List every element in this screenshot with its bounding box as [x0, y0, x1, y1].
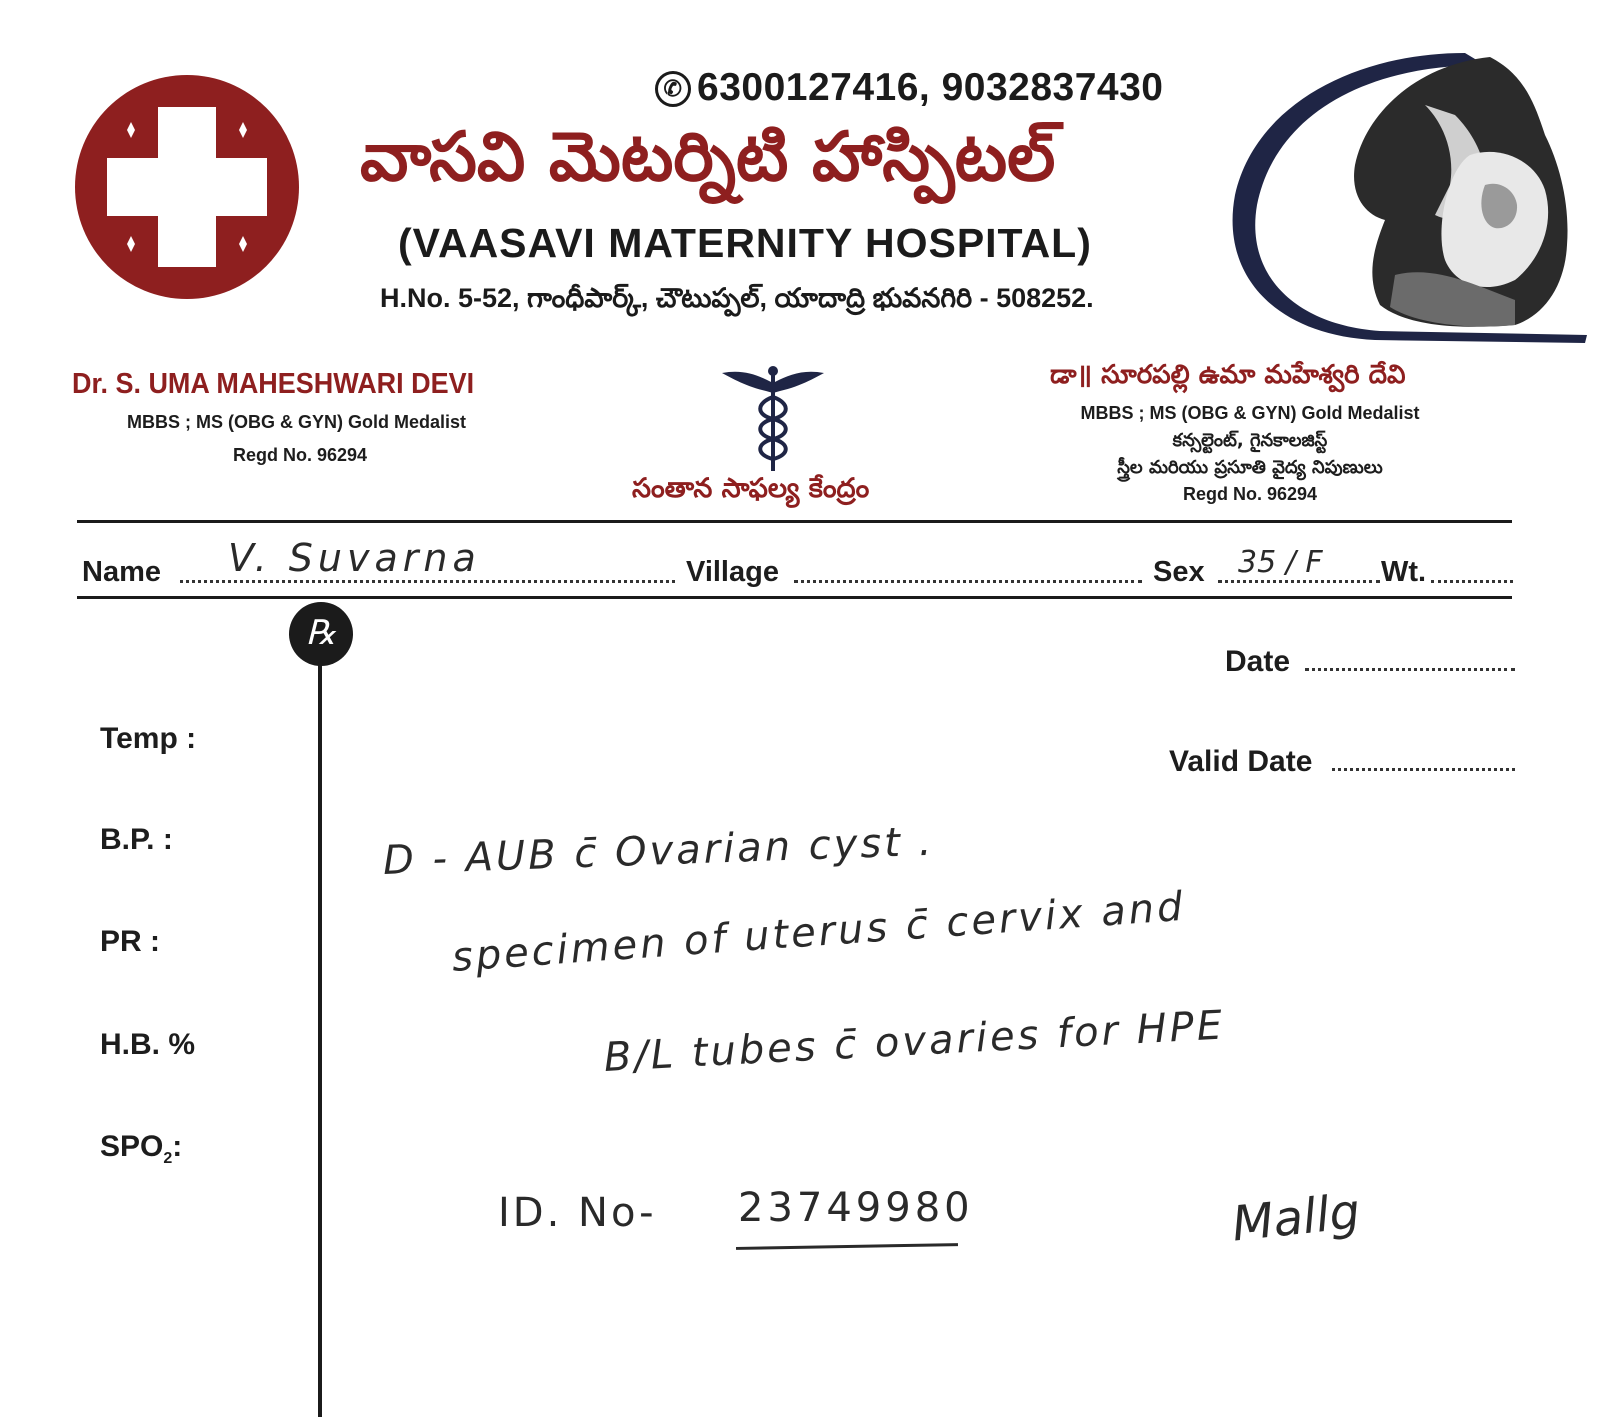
- name-label: Name: [82, 556, 161, 588]
- weight-field-line: [1431, 580, 1513, 583]
- spo2-subscript: 2: [163, 1150, 173, 1167]
- valid-date-field-line: [1332, 768, 1515, 771]
- clinic-name-telugu: సంతాన సాఫల్య కేంద్రం: [632, 473, 870, 504]
- doctor-signature: Mallg: [1229, 1183, 1363, 1253]
- pr-label: PR :: [100, 925, 160, 958]
- name-field-line: [180, 580, 675, 583]
- id-number-underline: [736, 1243, 958, 1250]
- date-label: Date: [1225, 645, 1291, 678]
- diagnosis-line: D - AUB c̄ Ovarian cyst .: [382, 818, 936, 884]
- tubes-line: B/L tubes c̄ ovaries for HPE: [602, 1002, 1227, 1081]
- mother-child-illustration: [1215, 45, 1595, 355]
- doctor-regd-number: Regd No. 96294: [233, 445, 368, 465]
- doctor-regd-number-right: Regd No. 96294: [1182, 484, 1318, 504]
- village-label: Village: [686, 556, 779, 588]
- temp-label: Temp :: [100, 722, 197, 755]
- hospital-address: H.No. 5-52, గాంధీపార్క్, చౌటుప్పల్, యాదాద్రి భువనగిరి - 508252.: [380, 283, 1094, 313]
- village-field-line: [794, 580, 1142, 583]
- red-cross-logo: [74, 74, 300, 300]
- doctor-name-telugu: డా॥ సూరపల్లి ఉమా మహేశ్వరి దేవి: [1050, 360, 1406, 390]
- id-number-value: 23749980: [738, 1185, 974, 1231]
- hospital-name-telugu: వాసవి మెటర్నిటి హాస్పిటల్: [360, 118, 1056, 197]
- date-field-line: [1305, 668, 1515, 671]
- weight-label: Wt.: [1381, 556, 1427, 588]
- sex-value: 35 / F: [1238, 545, 1323, 580]
- hospital-name-english: (VAASAVI MATERNITY HOSPITAL): [398, 220, 1092, 266]
- valid-date-label: Valid Date: [1169, 745, 1313, 778]
- name-value: V. Suvarna: [228, 536, 481, 580]
- spo2-text: SPO: [100, 1130, 164, 1163]
- sex-label: Sex: [1153, 556, 1205, 588]
- hb-label: H.B. %: [100, 1028, 196, 1061]
- caduceus-icon: [718, 365, 828, 475]
- doctor-speciality-telugu: స్త్రీల మరియు ప్రసూతి వైద్య నిపుణులు: [1117, 457, 1383, 478]
- doctor-name: Dr. S. UMA MAHESHWARI DEVI: [72, 368, 475, 400]
- top-divider: [77, 520, 1512, 523]
- sex-field-line: [1218, 580, 1380, 583]
- id-number-label: ID. No-: [498, 1190, 657, 1236]
- phone-icon: ✆: [655, 71, 691, 107]
- rx-symbol: ℞: [289, 602, 353, 666]
- doctor-qualification: MBBS ; MS (OBG & GYN) Gold Medalist: [127, 412, 467, 432]
- phone-numbers: [655, 66, 1163, 110]
- spo2-label: [100, 1130, 182, 1168]
- spo2-colon: :: [172, 1130, 183, 1163]
- bp-label: B.P. :: [100, 823, 173, 856]
- doctor-qualification-right: MBBS ; MS (OBG & GYN) Gold Medalist: [1080, 403, 1420, 423]
- specimen-line: specimen of uterus c̄ cervix and: [450, 883, 1187, 981]
- doctor-info-block-right: [1040, 400, 1460, 508]
- column-divider: [318, 660, 322, 1417]
- phone-numbers-text: 6300127416, 9032837430: [697, 66, 1164, 109]
- doctor-consultant-telugu: కన్సల్టెంట్, గైనకాలజిస్ట్: [1172, 430, 1328, 451]
- bottom-divider: [77, 596, 1512, 599]
